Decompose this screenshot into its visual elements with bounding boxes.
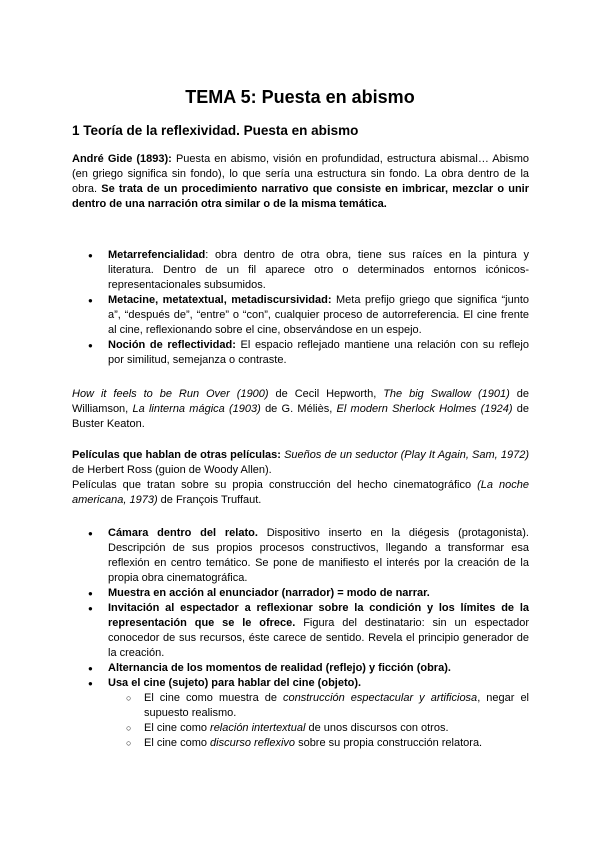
section-heading: 1 Teoría de la reflexividad. Puesta en abismo — [72, 123, 359, 138]
sublist-item — [108, 691, 529, 721]
list-item — [72, 586, 529, 601]
sublist-text: El cine como muestra de — [144, 692, 283, 704]
list-item-text: : obra dentro de otra obra, tiene sus raíces en la pintura y literatura. Dentro de un fil aparece otro o determinados entornos icónicos-representacionales subsumidos. — [108, 249, 529, 291]
sublist-item — [108, 736, 529, 751]
sublist — [108, 691, 529, 751]
sublist-emphasis: relación intertextual — [210, 722, 306, 734]
film-title: How it feels to be Run Over (1900) — [72, 388, 269, 400]
list-item-term: Metarrefencialidad — [108, 249, 206, 261]
list-item-text: Meta prefijo griego que significa “junto a”, “después de”, “entre” o “con”, cualquier proceso de autorreferencia. El cine frente al cine, reflexionando sobre el cine, observándose en un espejo. — [108, 294, 529, 336]
film-title: Sueños de un seductor (Play It Again, Sam, 1972) — [284, 449, 529, 461]
film-director: de Buster Keaton. — [72, 403, 529, 430]
film-title: The big Swallow (1901) — [383, 388, 510, 400]
page-title: TEMA 5: Puesta en abismo — [185, 87, 415, 107]
sublist-emphasis: discurso reflexivo — [210, 737, 296, 749]
list-item-text: Dispositivo inserto en la diégesis (protagonista). Descripción de sus propios procesos constructivos, llegando a transformar esa reflexión en centro temático. Se pone de manifiesto el interés por la creación de la propia obra cinematográfica. — [108, 527, 529, 584]
film-title: La linterna mágica (1903) — [132, 403, 261, 415]
sublist-text: sobre su propia construcción relatora. — [295, 737, 483, 749]
film-title: (La noche americana, 1973) — [72, 479, 529, 506]
film-director: de G. Méliès, — [260, 403, 337, 415]
list-item-term: Muestra en acción al enunciador (narrador) = modo de narrar. — [108, 587, 430, 599]
film-director: de Williamson, — [72, 388, 530, 415]
list-item — [72, 661, 529, 676]
concepts-list — [72, 248, 529, 368]
list-item-term: Invitación al espectador a reflexionar sobre la condición y los límites de la representación que se le ofrece. — [108, 602, 529, 629]
list-item — [72, 526, 529, 586]
intro-author: André Gide (1893): — [72, 153, 172, 165]
sublist-text: de unos discursos con otros. — [305, 722, 449, 734]
list-item-text: El espacio reflejado mantiene una relación con su reflejo por similitud, semejanza o contraste. — [108, 339, 529, 366]
list-item-term: Cámara dentro del relato. — [108, 527, 258, 539]
other-films-paragraph — [72, 448, 529, 508]
features-block — [72, 526, 529, 751]
intro-text: Puesta en abismo, visión en profundidad, estructura abismal… Abismo (en griego significa sin fondo), lo que sería una estructura sin fondo. La obra dentro de la obra. — [72, 153, 529, 195]
list-item — [72, 338, 529, 368]
list-item-term: Alternancia de los momentos de realidad (reflejo) y ficción (obra). — [108, 662, 451, 674]
other-films-label: Películas que hablan de otras películas: — [72, 449, 281, 461]
film-director: de Herbert Ross (guion de Woody Allen). — [72, 464, 272, 476]
sublist-text: , negar el supuesto realismo. — [144, 692, 530, 719]
film-title: El modern Sherlock Holmes (1924) — [336, 403, 513, 415]
sublist-emphasis: construcción espectacular y artificiosa — [283, 692, 478, 704]
film-director: de François Truffaut. — [157, 494, 262, 506]
sublist-item — [108, 721, 529, 736]
films-paragraph — [72, 387, 529, 432]
intro-paragraph — [72, 152, 529, 212]
film-director: de Cecil Hepworth, — [268, 388, 384, 400]
features-list — [72, 526, 529, 751]
list-item-term: Noción de reflectividad: — [108, 339, 236, 351]
self-construction-text: Películas que tratan sobre su propia construcción del hecho cinematográfico — [72, 479, 478, 491]
list-item-term: Usa el cine (sujeto) para hablar del cine (objeto). — [108, 677, 362, 689]
list-item — [72, 248, 529, 293]
sublist-text: El cine como — [144, 737, 211, 749]
list-item — [72, 601, 529, 661]
list-item-term: Metacine, metatextual, metadiscursividad: — [108, 294, 332, 306]
list-item — [72, 293, 529, 338]
list-item — [72, 676, 529, 751]
intro-definition: Se trata de un procedimiento narrativo que consiste en imbricar, mezclar o unir dentro de una narración otra similar o de la misma temática. — [72, 183, 529, 210]
list-item-text: Figura del destinatario: sin un espectador conocedor de sus recursos, éste carece de sentido. Revela el principio generador de la creación. — [108, 617, 529, 659]
sublist-text: El cine como — [144, 722, 211, 734]
